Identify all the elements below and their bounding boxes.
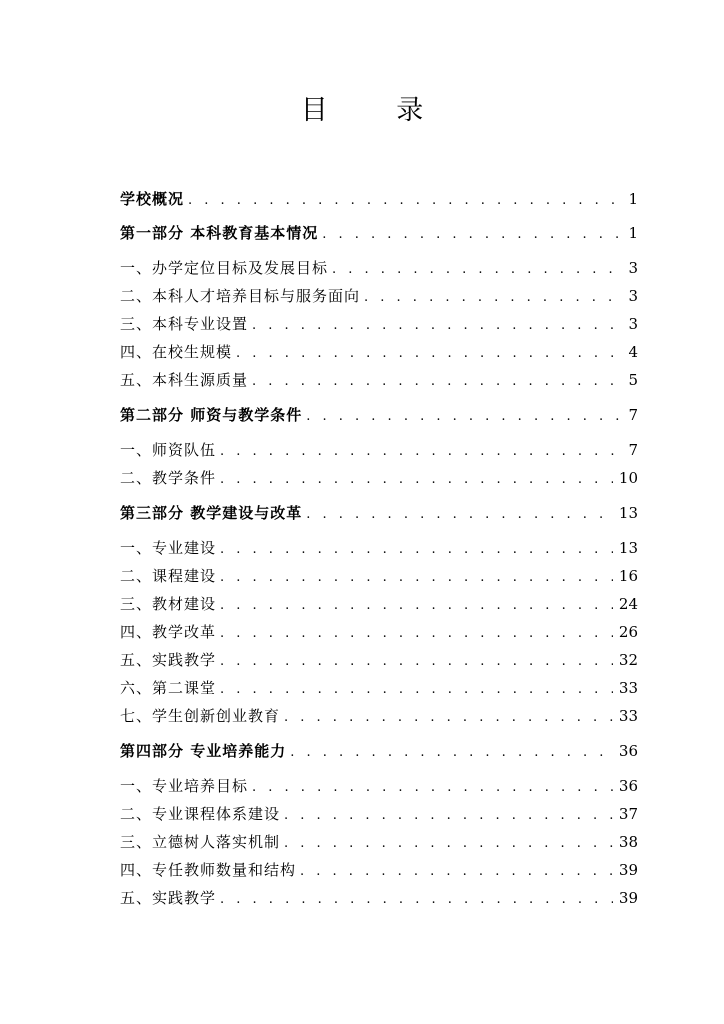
toc-entry-label: 一、师资队伍 bbox=[120, 441, 217, 459]
toc-entry-label: 二、专业课程体系建设 bbox=[120, 805, 281, 823]
toc-page-number: 39 bbox=[618, 861, 638, 879]
toc-page-number: 13 bbox=[618, 504, 638, 522]
toc-item-row[interactable] bbox=[120, 310, 638, 338]
toc-page-number: 16 bbox=[618, 567, 638, 585]
toc-item-row[interactable] bbox=[120, 702, 638, 730]
toc-page-number: 39 bbox=[618, 889, 638, 907]
toc-entry-label: 第二部分 师资与教学条件 bbox=[120, 406, 303, 424]
toc-entry-label: 一、专业建设 bbox=[120, 539, 217, 557]
toc-leader-dots bbox=[220, 438, 620, 466]
toc-page-number: 3 bbox=[628, 259, 638, 277]
toc-page-number: 4 bbox=[628, 343, 638, 361]
toc-leader-dots bbox=[290, 736, 613, 770]
toc-section-row[interactable] bbox=[120, 398, 638, 432]
toc-page-number: 10 bbox=[618, 469, 638, 487]
toc-entry-label: 七、学生创新创业教育 bbox=[120, 707, 281, 725]
toc-leader-dots bbox=[252, 774, 613, 802]
toc-section-row[interactable] bbox=[120, 216, 638, 250]
toc-entry-label: 四、专任教师数量和结构 bbox=[120, 861, 297, 879]
table-of-contents bbox=[120, 182, 638, 912]
toc-page-number: 7 bbox=[628, 441, 638, 459]
toc-entry-label: 五、实践教学 bbox=[120, 651, 217, 669]
toc-leader-dots bbox=[252, 312, 620, 340]
toc-page-number: 3 bbox=[628, 315, 638, 333]
toc-leader-dots bbox=[220, 592, 613, 620]
toc-entry-label: 六、第二课堂 bbox=[120, 679, 217, 697]
toc-item-row[interactable] bbox=[120, 366, 638, 394]
toc-page-number: 26 bbox=[618, 623, 638, 641]
toc-leader-dots bbox=[306, 400, 620, 434]
toc-leader-dots bbox=[252, 368, 620, 396]
toc-page-number: 36 bbox=[618, 777, 638, 795]
toc-entry-label: 学校概况 bbox=[120, 190, 185, 208]
toc-page-number: 1 bbox=[628, 190, 638, 208]
toc-entry-label: 四、在校生规模 bbox=[120, 343, 233, 361]
toc-leader-dots bbox=[364, 284, 620, 312]
toc-entry-label: 二、教学条件 bbox=[120, 469, 217, 487]
toc-item-row[interactable] bbox=[120, 534, 638, 562]
toc-entry-label: 四、教学改革 bbox=[120, 623, 217, 641]
toc-item-row[interactable] bbox=[120, 338, 638, 366]
toc-leader-dots bbox=[322, 218, 620, 252]
toc-item-row[interactable] bbox=[120, 590, 638, 618]
toc-entry-label: 第四部分 专业培养能力 bbox=[120, 742, 287, 760]
toc-entry-label: 三、立德树人落实机制 bbox=[120, 833, 281, 851]
toc-leader-dots bbox=[284, 830, 613, 858]
toc-entry-label: 五、实践教学 bbox=[120, 889, 217, 907]
toc-entry-label: 二、课程建设 bbox=[120, 567, 217, 585]
toc-leader-dots bbox=[220, 564, 613, 592]
page-title: 目 录 bbox=[300, 95, 454, 126]
toc-item-row[interactable] bbox=[120, 282, 638, 310]
toc-item-row[interactable] bbox=[120, 562, 638, 590]
toc-item-row[interactable] bbox=[120, 436, 638, 464]
toc-entry-label: 第一部分 本科教育基本情况 bbox=[120, 224, 319, 242]
toc-entry-label: 三、本科专业设置 bbox=[120, 315, 249, 333]
toc-page-number: 3 bbox=[628, 287, 638, 305]
toc-entry-label: 一、办学定位目标及发展目标 bbox=[120, 259, 329, 277]
toc-leader-dots bbox=[220, 676, 613, 704]
toc-leader-dots bbox=[284, 802, 613, 830]
toc-leader-dots bbox=[220, 886, 613, 914]
toc-leader-dots bbox=[284, 704, 613, 732]
toc-item-row[interactable] bbox=[120, 772, 638, 800]
toc-page-number: 13 bbox=[618, 539, 638, 557]
toc-item-row[interactable] bbox=[120, 828, 638, 856]
toc-page-number: 5 bbox=[628, 371, 638, 389]
toc-item-row[interactable] bbox=[120, 618, 638, 646]
toc-leader-dots bbox=[306, 498, 613, 532]
toc-page-number: 38 bbox=[618, 833, 638, 851]
toc-item-row[interactable] bbox=[120, 464, 638, 492]
toc-section-row[interactable] bbox=[120, 182, 638, 216]
toc-item-row[interactable] bbox=[120, 884, 638, 912]
toc-leader-dots bbox=[220, 620, 613, 648]
toc-entry-label: 五、本科生源质量 bbox=[120, 371, 249, 389]
toc-leader-dots bbox=[300, 858, 613, 886]
toc-section-row[interactable] bbox=[120, 496, 638, 530]
toc-leader-dots bbox=[236, 340, 620, 368]
toc-item-row[interactable] bbox=[120, 254, 638, 282]
toc-entry-label: 第三部分 教学建设与改革 bbox=[120, 504, 303, 522]
toc-page-number: 1 bbox=[628, 224, 638, 242]
toc-item-row[interactable] bbox=[120, 674, 638, 702]
toc-page-number: 33 bbox=[618, 679, 638, 697]
toc-entry-label: 三、教材建设 bbox=[120, 595, 217, 613]
toc-leader-dots bbox=[220, 536, 613, 564]
toc-leader-dots bbox=[220, 648, 613, 676]
toc-item-row[interactable] bbox=[120, 646, 638, 674]
toc-leader-dots bbox=[188, 184, 620, 218]
toc-page-number: 36 bbox=[618, 742, 638, 760]
toc-page-number: 33 bbox=[618, 707, 638, 725]
toc-item-row[interactable] bbox=[120, 856, 638, 884]
toc-leader-dots bbox=[332, 256, 620, 284]
toc-page-number: 7 bbox=[628, 406, 638, 424]
toc-item-row[interactable] bbox=[120, 800, 638, 828]
toc-section-row[interactable] bbox=[120, 734, 638, 768]
toc-page-number: 37 bbox=[618, 805, 638, 823]
toc-leader-dots bbox=[220, 466, 613, 494]
toc-entry-label: 二、本科人才培养目标与服务面向 bbox=[120, 287, 361, 305]
toc-page-number: 24 bbox=[618, 595, 638, 613]
toc-page-number: 32 bbox=[618, 651, 638, 669]
toc-entry-label: 一、专业培养目标 bbox=[120, 777, 249, 795]
